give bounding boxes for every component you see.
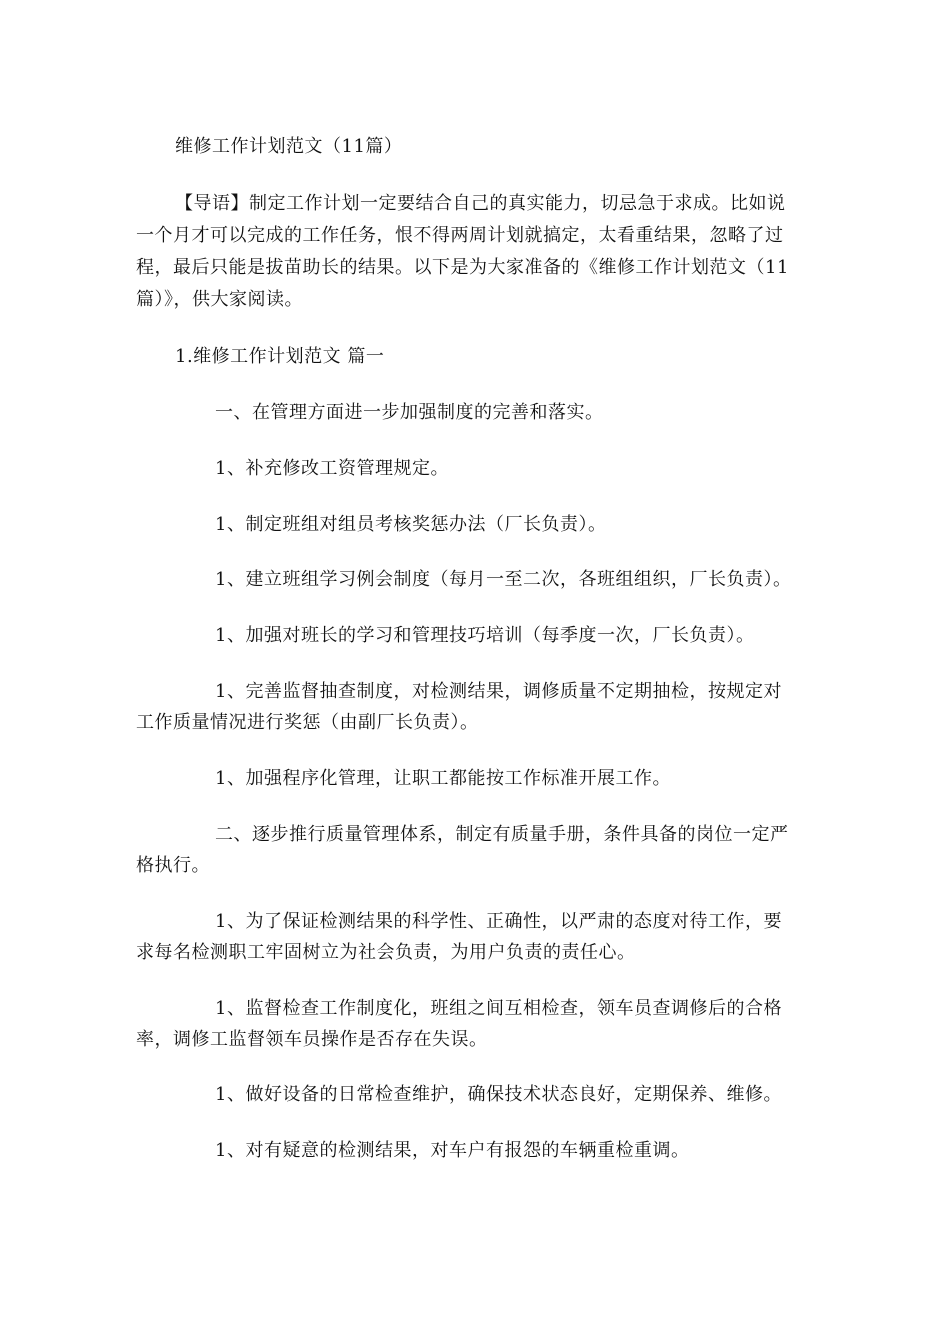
paragraph-line: 率，调修工监督领车员操作是否存在失误。 — [136, 1029, 488, 1050]
paragraph-line: 1、对有疑意的检测结果，对车户有报怨的车辆重检重调。 — [215, 1140, 690, 1161]
intro-line: 一个月才可以完成的工作任务，恨不得两周计划就搞定，太看重结果，忽略了过 — [136, 225, 784, 246]
intro-line: 【导语】制定工作计划一定要结合自己的真实能力，切忌急于求成。比如说 — [175, 193, 786, 214]
paragraph-line: 一、在管理方面进一步加强制度的完善和落实。 — [215, 402, 604, 423]
paragraph-line: 工作质量情况进行奖惩（由副厂长负责）。 — [136, 712, 479, 733]
paragraph-line: 1、补充修改工资管理规定。 — [215, 458, 449, 479]
section-heading: 1.维修工作计划范文 篇一 — [175, 346, 385, 367]
paragraph-line: 1、制定班组对组员考核奖惩办法（厂长负责）。 — [215, 514, 607, 535]
paragraph-line: 二、逐步推行质量管理体系，制定有质量手册，条件具备的岗位一定严 — [215, 824, 789, 845]
paragraph-line: 1、为了保证检测结果的科学性、正确性，以严肃的态度对待工作，要 — [215, 911, 782, 932]
paragraph-line: 求每名检测职工牢固树立为社会负责，为用户负责的责任心。 — [136, 942, 636, 963]
paragraph-line: 1、加强对班长的学习和管理技巧培训（每季度一次，厂长负责）。 — [215, 625, 755, 646]
document-title: 维修工作计划范文（11篇） — [175, 136, 403, 157]
intro-line: 篇）》，供大家阅读。 — [136, 289, 303, 310]
paragraph-line: 1、加强程序化管理，让职工都能按工作标准开展工作。 — [215, 768, 671, 789]
paragraph-line: 1、监督检查工作制度化，班组之间互相检查，领车员查调修后的合格 — [215, 998, 782, 1019]
paragraph-line: 1、建立班组学习例会制度（每月一至二次，各班组组织，厂长负责）。 — [215, 569, 792, 590]
intro-line: 程，最后只能是拔苗助长的结果。以下是为大家准备的《维修工作计划范文（11 — [136, 257, 789, 278]
paragraph-line: 1、做好设备的日常检查维护，确保技术状态良好，定期保养、维修。 — [215, 1084, 782, 1105]
paragraph-line: 1、完善监督抽查制度，对检测结果，调修质量不定期抽检，按规定对 — [215, 681, 782, 702]
paragraph-line: 格执行。 — [136, 855, 210, 876]
